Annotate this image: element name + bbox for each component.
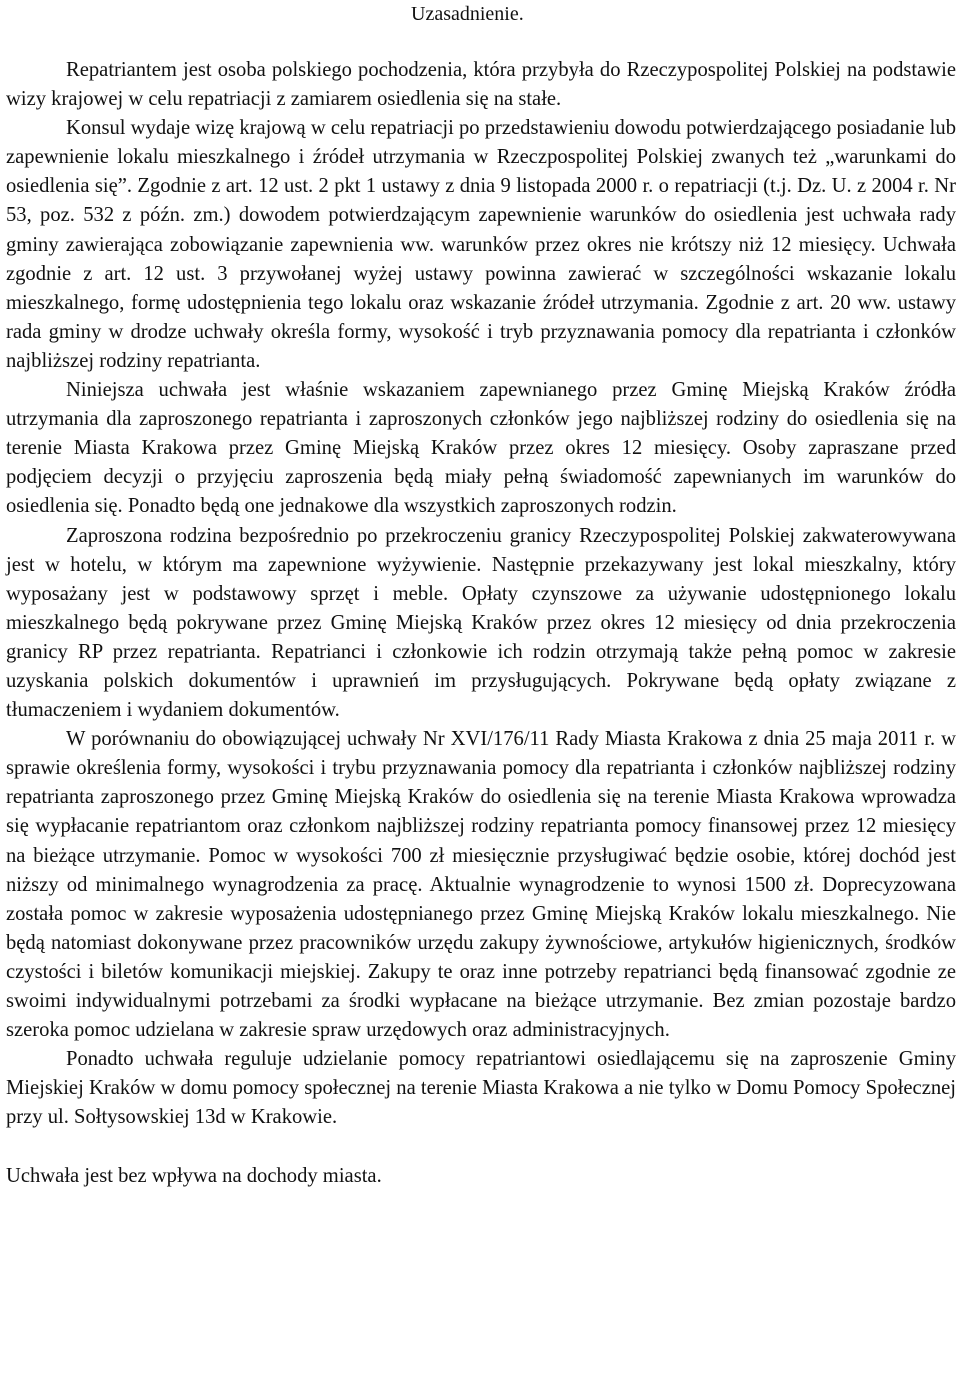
paragraph-resolution-purpose: Niniejsza uchwała jest właśnie wskazaniem zapewnianego przez Gminę Miejską Kraków źródła utrzymania dla zaproszonego repatrianta i zaproszonych członków jego najbliższej rodziny do osiedlenia się na terenie Miasta Krakowa przez Gminę Miejską Kraków przez okres 12 miesięcy. Osoby zapraszane przed podjęciem decyzji o przyjęciu zaproszenia będą miały pełną świadomość zapewnianych im warunków do osiedlenia się. Ponadto będą one jednakowe dla wszystkich zaproszonych rodzin. <box>6 379 956 518</box>
document-page <box>6 0 956 1191</box>
closing-statement: Uchwała jest bez wpływa na dochody miasta. <box>6 1165 382 1188</box>
paragraph-consul-visa: Konsul wydaje wizę krajową w celu repatriacji po przedstawieniu dowodu potwierdzającego posiadanie lub zapewnienie lokalu mieszkalnego i źródeł utrzymania w Rzeczpospolitej Polskiej zwanych też „warunkami do osiedlenia się”. Zgodnie z art. 12 ust. 2 pkt 1 ustawy z dnia 9 listopada 2000 r. o repatriacji (t.j. Dz. U. z 2004 r. Nr 53, poz. 532 z późn. zm.) dowodem potwierdzającym zapewnienie warunków do osiedlenia jest uchwała rady gminy zawierająca zobowiązanie zapewnienia ww. warunków przez okres nie krótszy niż 12 miesięcy. Uchwała zgodnie z art. 12 ust. 3 przywołanej wyżej ustawy powinna zawierać w szczególności wskazanie lokalu mieszkalnego, formę udostępnienia tego lokalu oraz wskazanie źródeł utrzymania. Zgodnie z art. 20 ww. ustawy rada gminy w drodze uchwały określa formy, wysokość i tryb przyznawania pomocy dla repatrianta i członków najbliższej rodziny repatrianta. <box>6 117 956 372</box>
paragraph-comparison: W porównaniu do obowiązującej uchwały Nr XVI/176/11 Rady Miasta Krakowa z dnia 25 maja 2011 r. w sprawie określenia formy, wysokości i trybu przyznawania pomocy dla repatrianta i członków najbliższej rodziny repatrianta zaproszonego przez Gminę Miejską Kraków do osiedlenia się na terenie Miasta Krakowa wprowadza się wypłacanie repatriantom oraz członkom najbliższej rodziny repatrianta pomocy finansowej przez 12 miesięcy na bieżące utrzymanie. Pomoc w wysokości 700 zł miesięcznie przysługiwać będzie osobie, której dochód jest niższy od minimalnego wynagrodzenia za pracę. Aktualnie wynagrodzenie to wynosi 1500 zł. Doprecyzowana została pomoc w zakresie wyposażenia udostępnianego przez Gminę Miejską Kraków lokalu mieszkalnego. Nie będą natomiast dokonywane przez pracowników urzędu zakupy żywnościowe, artykułów higienicznych, środków czystości i biletów komunikacji miejskiej. Zakupy te oraz inne potrzeby repatrianci będą finansować zgodnie ze swoimi indywidualnymi potrzebami za środki wypłacane na bieżące utrzymanie. Bez zmian pozostaje bardzo szeroka pomoc udzielana w zakresie spraw urzędowych oraz administracyjnych. <box>6 728 956 1042</box>
paragraph-family-accommodation: Zaproszona rodzina bezpośrednio po przekroczeniu granicy Rzeczypospolitej Polskiej zakwaterowywana jest w hotelu, w którym ma zapewnione wyżywienie. Następnie przekazywany jest lokal mieszkalny, który wyposażany jest w podstawowy sprzęt i meble. Opłaty czynszowe za używanie udostępnionego lokalu mieszkalnego będą pokrywane przez Gminę Miejską Kraków przez okres 12 miesięcy od dnia przekroczenia granicy RP przez repatrianta. Repatrianci i członkowie ich rodzin otrzymają także pełną pomoc w zakresie uzyskania polskich dokumentów i uprawnień im przysługujących. Pokrywane będą opłaty związane z tłumaczeniem i wydaniem dokumentów. <box>6 524 956 722</box>
paragraph-repatriant-definition: Repatriantem jest osoba polskiego pochodzenia, która przybyła do Rzeczypospolitej Polskiej na podstawie wizy krajowej w celu repatriacji z zamiarem osiedlenia się na stałe. <box>6 59 956 111</box>
paragraph-social-care-home: Ponadto uchwała reguluje udzielanie pomocy repatriantowi osiedlającemu się na zaproszenie Gminy Miejskiej Kraków w domu pomocy społecznej na terenie Miasta Krakowa a nie tylko w Domu Pomocy Społecznej przy ul. Sołtysowskiej 13d w Krakowie. <box>6 1048 956 1129</box>
document-heading: Uzasadnienie. <box>411 3 524 25</box>
